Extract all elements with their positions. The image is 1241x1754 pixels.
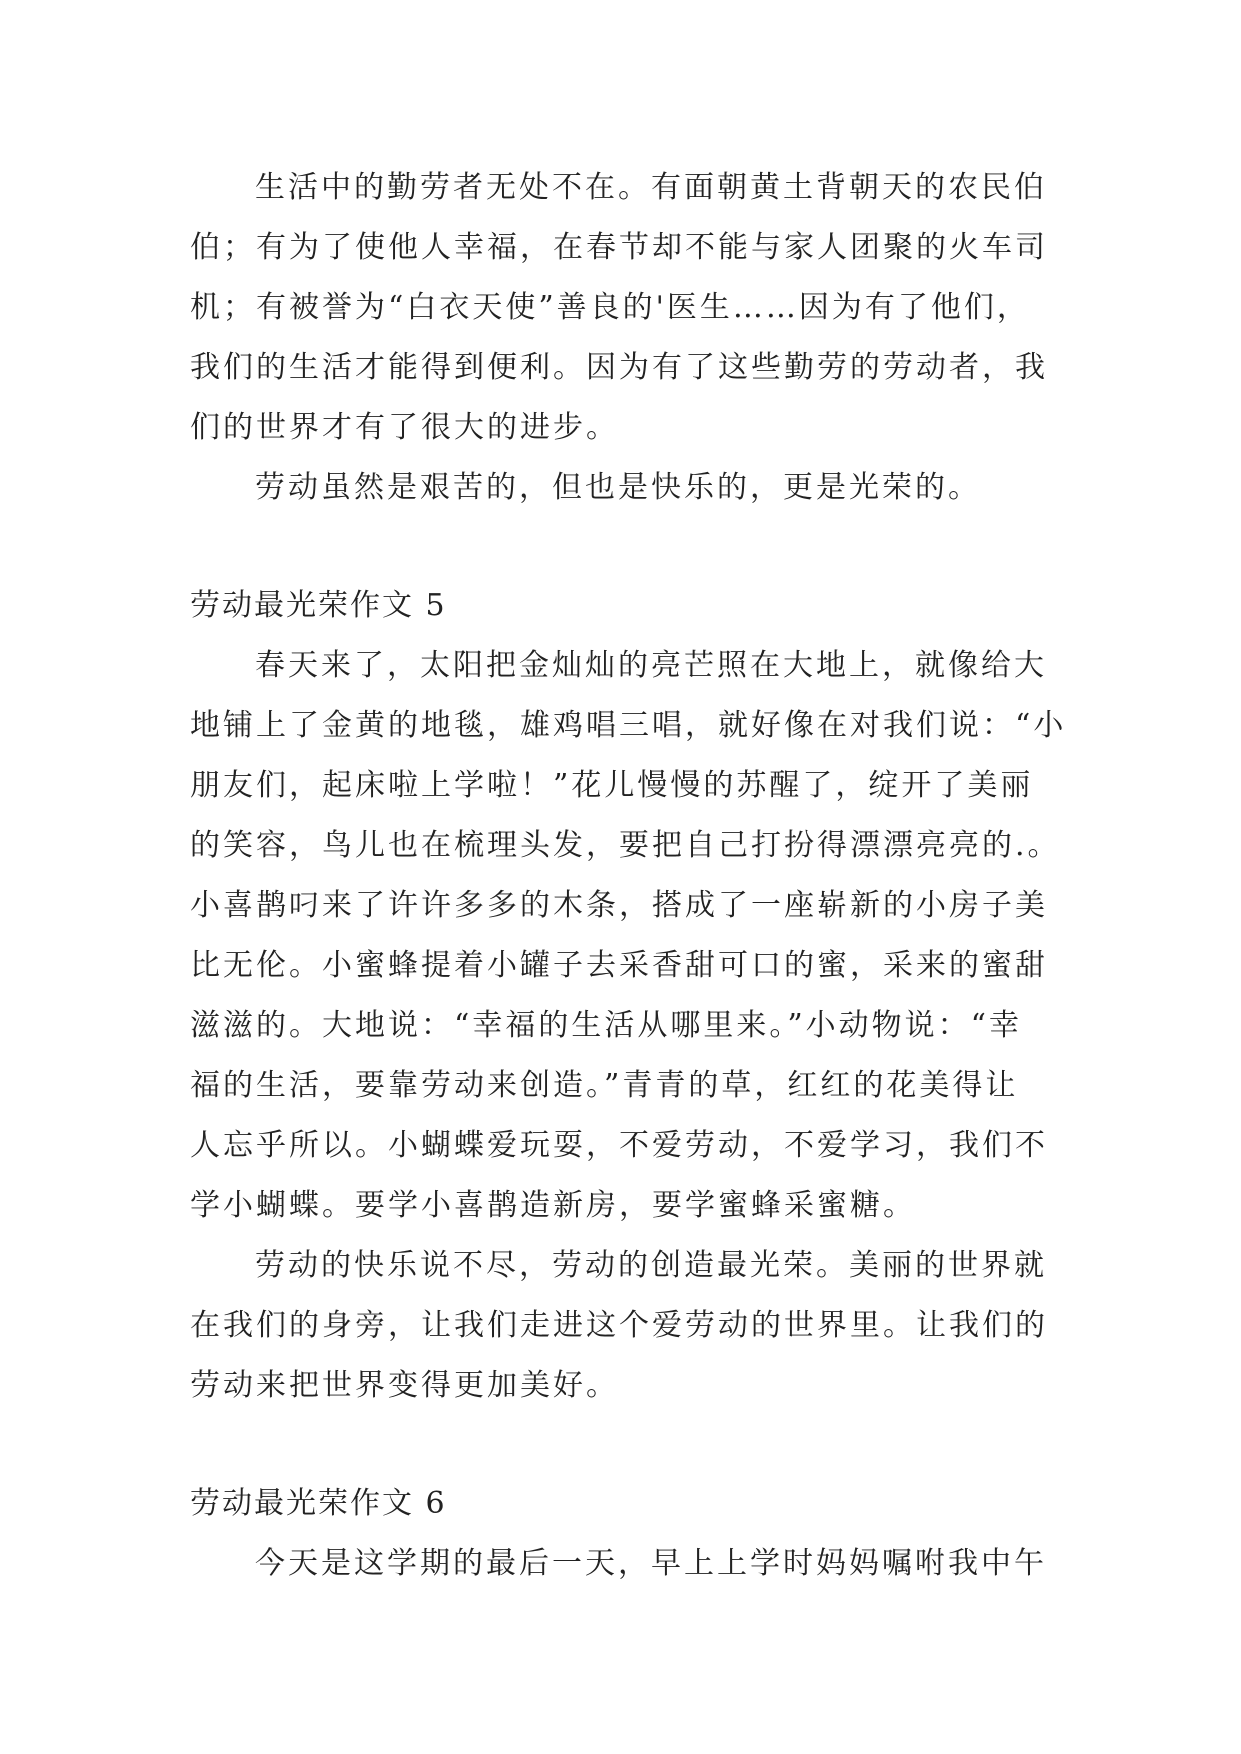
text-line: 劳动的快乐说不尽，劳动的创造最光荣。美丽的世界就 (255, 1248, 1047, 1283)
paragraph (190, 1236, 1050, 1416)
text-line: 地铺上了金黄的地毯，雄鸡唱三唱，就好像在对我们说：“小 (190, 708, 1067, 743)
text-line: 人忘乎所以。小蝴蝶爱玩耍，不爱劳动，不爱学习，我们不 (190, 1128, 1048, 1163)
section-heading: 劳动最光荣作文 5 (190, 588, 447, 623)
section-gap (190, 518, 1050, 576)
text-line: 朋友们，起床啦上学啦！”花儿慢慢的苏醒了，绽开了美丽 (190, 768, 1034, 803)
section-gap (190, 1416, 1050, 1474)
text-line: 比无伦。小蜜蜂提着小罐子去采香甜可口的蜜，采来的蜜甜 (190, 948, 1048, 983)
text-line: 小喜鹊叼来了许许多多的木条，搭成了一座崭新的小房子美 (190, 888, 1048, 923)
document-body (190, 158, 1067, 1594)
text-line: 们的世界才有了很大的进步。 (190, 410, 619, 445)
text-line: 滋滋的。大地说：“幸福的生活从哪里来。”小动物说：“幸 (190, 1008, 1023, 1043)
text-line: 春天来了，太阳把金灿灿的亮芒照在大地上，就像给大 (255, 648, 1047, 683)
text-line: 生活中的勤劳者无处不在。有面朝黄土背朝天的农民伯 (255, 170, 1047, 205)
text-line: 劳动来把世界变得更加美好。 (190, 1368, 619, 1403)
text-line: 伯；有为了使他人幸福，在春节却不能与家人团聚的火车司 (190, 230, 1048, 265)
paragraph (190, 458, 1050, 518)
text-line: 我们的生活才能得到便利。因为有了这些勤劳的劳动者，我 (190, 350, 1048, 385)
text-line: 今天是这学期的最后一天，早上上学时妈妈嘱咐我中午 (255, 1546, 1047, 1581)
paragraph (190, 1534, 1050, 1594)
text-line: 福的生活，要靠劳动来创造。”青青的草，红红的花美得让 (190, 1068, 1019, 1103)
text-line: 学小蝴蝶。要学小喜鹊造新房，要学蜜蜂采蜜糖。 (190, 1188, 916, 1223)
paragraph (190, 636, 1067, 1236)
section-heading: 劳动最光荣作文 6 (190, 1486, 447, 1521)
text-line: 机；有被誉为“白衣天使”善良的'医生……因为有了他们， (190, 290, 1030, 325)
text-line: 在我们的身旁，让我们走进这个爱劳动的世界里。让我们的 (190, 1308, 1048, 1343)
text-line: 的笑容，鸟儿也在梳理头发，要把自己打扮得漂漂亮亮的.。 (190, 828, 1061, 863)
paragraph (190, 158, 1050, 458)
text-line: 劳动虽然是艰苦的，但也是快乐的，更是光荣的。 (255, 470, 981, 505)
